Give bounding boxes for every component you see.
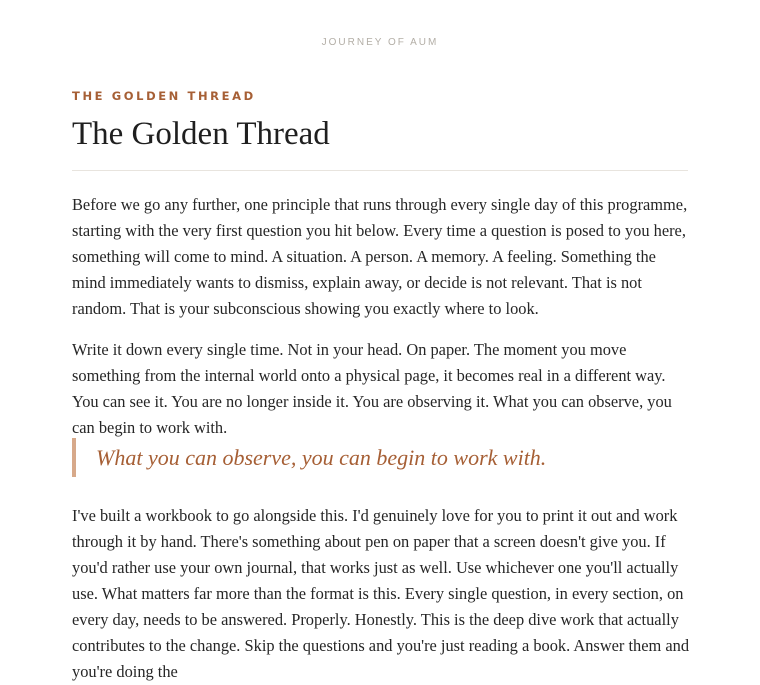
pull-quote xyxy=(72,438,688,477)
pull-quote-text: What you can observe, you can begin to work with. xyxy=(96,445,547,470)
section-eyebrow: THE GOLDEN THREAD xyxy=(72,89,256,103)
paragraph-workbook: I've built a workbook to go alongside this. I'd genuinely love for you to print it out and work through it by hand. There's something about pen on paper that a screen doesn't give you. If you'd rather use your own journal, that works just as well. Use whichever one you'll actually use. What matters far more than the format is this. Every single question, in every section, on every day, needs to be answered. Properly. Honestly. This is the deep dive work that actually contributes to the change. Skip the questions and you're just reading a book. Answer them and you're doing the xyxy=(72,506,690,681)
pull-quote-bar xyxy=(72,438,76,477)
title-divider xyxy=(72,170,688,171)
paragraph-write-it-down: Write it down every single time. Not in your head. On paper. The moment you move something from the internal world onto a physical page, it becomes real in a different way. You can see it. You are no longer inside it. You are observing it. What you can observe, you can begin to work with. xyxy=(72,340,672,437)
paragraph-intro: Before we go any further, one principle that runs through every single day of this programme, starting with the very first question you hit below. Every time a question is posed to you here, something will come to mind. A situation. A person. A memory. A feeling. Something the mind immediately wants to dismiss, explain away, or decide is not relevant. That is not random. That is your subconscious showing you exactly where to look. xyxy=(72,195,688,318)
site-name[interactable]: JOURNEY OF AUM xyxy=(321,37,439,48)
page-title: The Golden Thread xyxy=(72,116,330,152)
